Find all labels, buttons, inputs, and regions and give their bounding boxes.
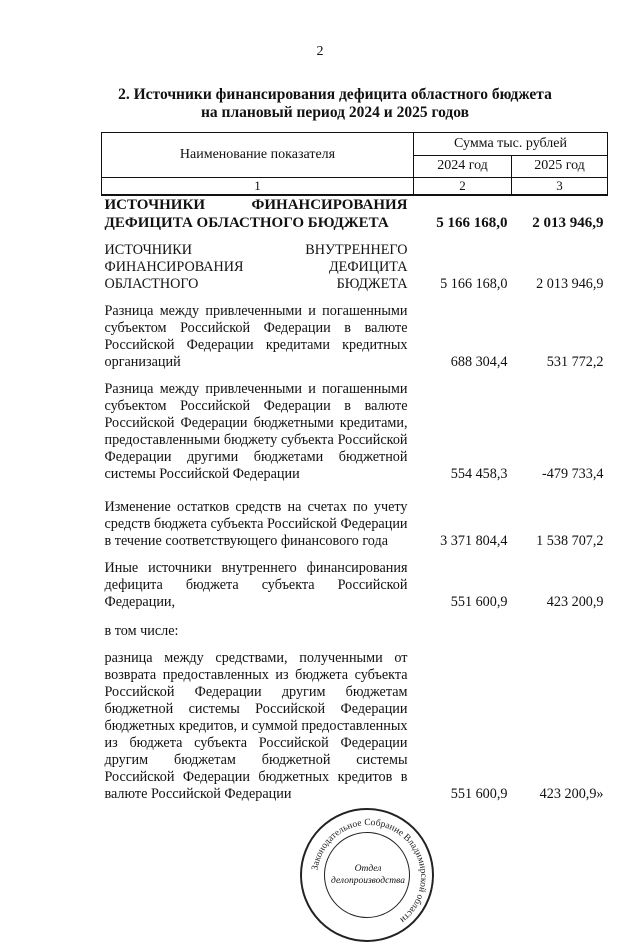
row-name: Иные источники внутреннего финансирования дефицита бюджета субъекта Российской Федерации, — [104, 560, 408, 610]
header-year-2024: 2024 год — [414, 155, 512, 178]
row-name: в том числе: — [104, 623, 179, 639]
section-heading — [100, 86, 570, 122]
table-row — [102, 560, 608, 611]
table-row — [102, 303, 608, 371]
row-value-2024: 5 166 168,0 — [436, 215, 508, 231]
table-row — [102, 381, 608, 483]
row-value-2024: 688 304,4 — [450, 354, 508, 370]
stamp-ring-label: Законодательное Собрание Владимирской области — [310, 817, 429, 925]
row-value-2025: 2 013 946,9 — [536, 276, 604, 292]
header-name-column: Наименование показателя — [102, 133, 414, 178]
row-name: ИСТОЧНИКИ ВНУТРЕННЕГО ФИНАНСИРОВАНИЯ ДЕФИЦИТА ОБЛАСТНОГО БЮДЖЕТА — [104, 242, 408, 292]
header-sum-column: Сумма тыс. рублей — [414, 133, 608, 156]
row-value-2024: 551 600,9 — [450, 594, 508, 610]
table-row — [102, 650, 608, 803]
row-name: Изменение остатков средств на счетах по учету средств бюджета субъекта Российской Федерации в течение соответствующего финансового года — [104, 499, 408, 549]
row-value-2024: 554 458,3 — [450, 466, 508, 482]
row-value-2024: 3 371 804,4 — [440, 533, 508, 549]
header-year-2025: 2025 год — [512, 155, 608, 178]
row-name: Разница между привлеченными и погашенными субъектом Российской Федерации в валюте Российской Федерации бюджетными кредитами, предоставленными бюджету субъекта Российской Федерации другими бюджетами бюджетной системы Российской Федерации — [104, 381, 408, 482]
row-name: разница между средствами, полученными от возврата предоставленных из бюджета субъекта Российской Федерации другим бюджетам бюджетной системы Российской Федерации бюджетных кредитов, и суммой предоставленных из бюджета субъекта Российской Федерации другим бюджетам бюджетной системы Российской Федерации бюджетных кредитов в валюте Российской Федерации — [104, 650, 408, 802]
stamp-center — [324, 832, 410, 918]
table-row — [102, 195, 608, 232]
header-index-3: 3 — [512, 178, 608, 196]
table-row — [102, 623, 608, 640]
row-value-2024: 5 166 168,0 — [440, 276, 508, 292]
page-number: 2 — [316, 44, 324, 59]
stamp-center-line-1: Отдел — [354, 864, 382, 874]
stamp-center-line-2: делопроизводства — [331, 876, 405, 886]
row-value-2024: 551 600,9 — [450, 786, 508, 802]
row-name: ИСТОЧНИКИ ФИНАНСИРОВАНИЯ ДЕФИЦИТА ОБЛАСТНОГО БЮДЖЕТА — [104, 197, 408, 231]
row-value-2025: 1 538 707,2 — [536, 533, 604, 549]
row-value-2025: 423 200,9» — [539, 786, 604, 802]
row-value-2024 — [414, 623, 512, 640]
row-value-2025 — [512, 623, 608, 640]
heading-line-1: 2. Источники финансирования дефицита областного бюджета — [118, 86, 552, 103]
row-name: Разница между привлеченными и погашенными субъектом Российской Федерации в валюте Российской Федерации кредитами кредитных организаций — [104, 303, 408, 370]
row-value-2025: 2 013 946,9 — [532, 215, 604, 231]
header-index-2: 2 — [414, 178, 512, 196]
header-index-1: 1 — [102, 178, 414, 196]
table-row — [102, 499, 608, 550]
row-value-2025: 531 772,2 — [546, 354, 604, 370]
table-row — [102, 242, 608, 293]
row-value-2025: -479 733,4 — [542, 466, 604, 482]
heading-line-2: на плановый период 2024 и 2025 годов — [201, 104, 469, 121]
row-value-2025: 423 200,9 — [546, 594, 604, 610]
financing-sources-table — [101, 132, 608, 803]
